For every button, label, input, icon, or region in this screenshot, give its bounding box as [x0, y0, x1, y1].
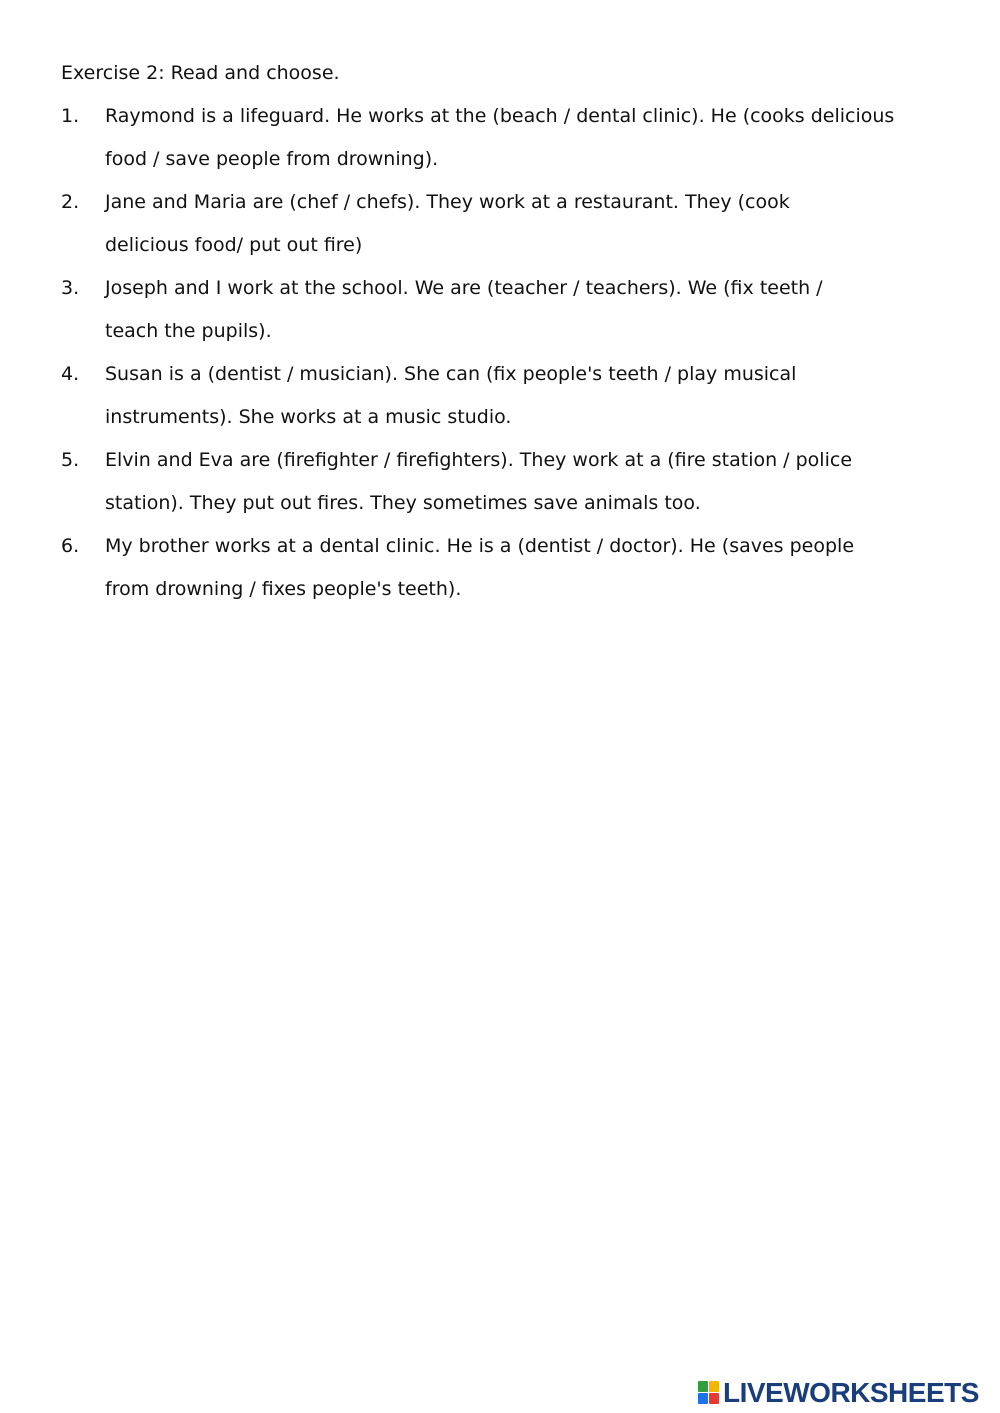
- question-number: 5.: [61, 449, 80, 471]
- question-line: teach the pupils).: [105, 320, 272, 342]
- question-number: 1.: [61, 105, 80, 127]
- question-text: [105, 439, 940, 525]
- mark-square-icon: [709, 1381, 719, 1392]
- question-line: delicious food/ put out fire): [105, 234, 363, 256]
- question-line: Raymond is a lifeguard. He works at the (beach / dental clinic). He (cooks delicious: [105, 105, 895, 127]
- question-text: [105, 267, 940, 353]
- question-text: [105, 181, 940, 267]
- question-number: 6.: [61, 535, 80, 557]
- mark-square-icon: [709, 1393, 719, 1404]
- question-text: [105, 353, 940, 439]
- mark-square-icon: [698, 1393, 708, 1404]
- question-text: [105, 525, 940, 611]
- question-line: Joseph and I work at the school. We are (teacher / teachers). We (fix teeth /: [105, 277, 823, 299]
- liveworksheets-mark-icon: [698, 1381, 720, 1405]
- question-text: [105, 95, 940, 181]
- question-number: 3.: [61, 277, 80, 299]
- question-line: from drowning / fixes people's teeth).: [105, 578, 462, 600]
- question-line: Elvin and Eva are (firefighter / firefighters). They work at a (fire station / police: [105, 449, 853, 471]
- question-number: 2.: [61, 191, 80, 213]
- liveworksheets-wordmark: LIVEWORKSHEETS: [723, 1377, 979, 1408]
- question-line: Susan is a (dentist / musician). She can (fix people's teeth / play musical: [105, 363, 797, 385]
- question-line: Jane and Maria are (chef / chefs). They work at a restaurant. They (cook: [105, 191, 790, 213]
- exercise-heading: Exercise 2: Read and choose.: [61, 62, 340, 84]
- question-line: instruments). She works at a music studio.: [105, 406, 512, 428]
- question-line: My brother works at a dental clinic. He is a (dentist / doctor). He (saves people: [105, 535, 855, 557]
- question-line: station). They put out fires. They sometimes save animals too.: [105, 492, 701, 514]
- liveworksheets-logo: [698, 1378, 979, 1408]
- question-line: food / save people from drowning).: [105, 148, 439, 170]
- mark-square-icon: [698, 1381, 708, 1392]
- question-number: 4.: [61, 363, 80, 385]
